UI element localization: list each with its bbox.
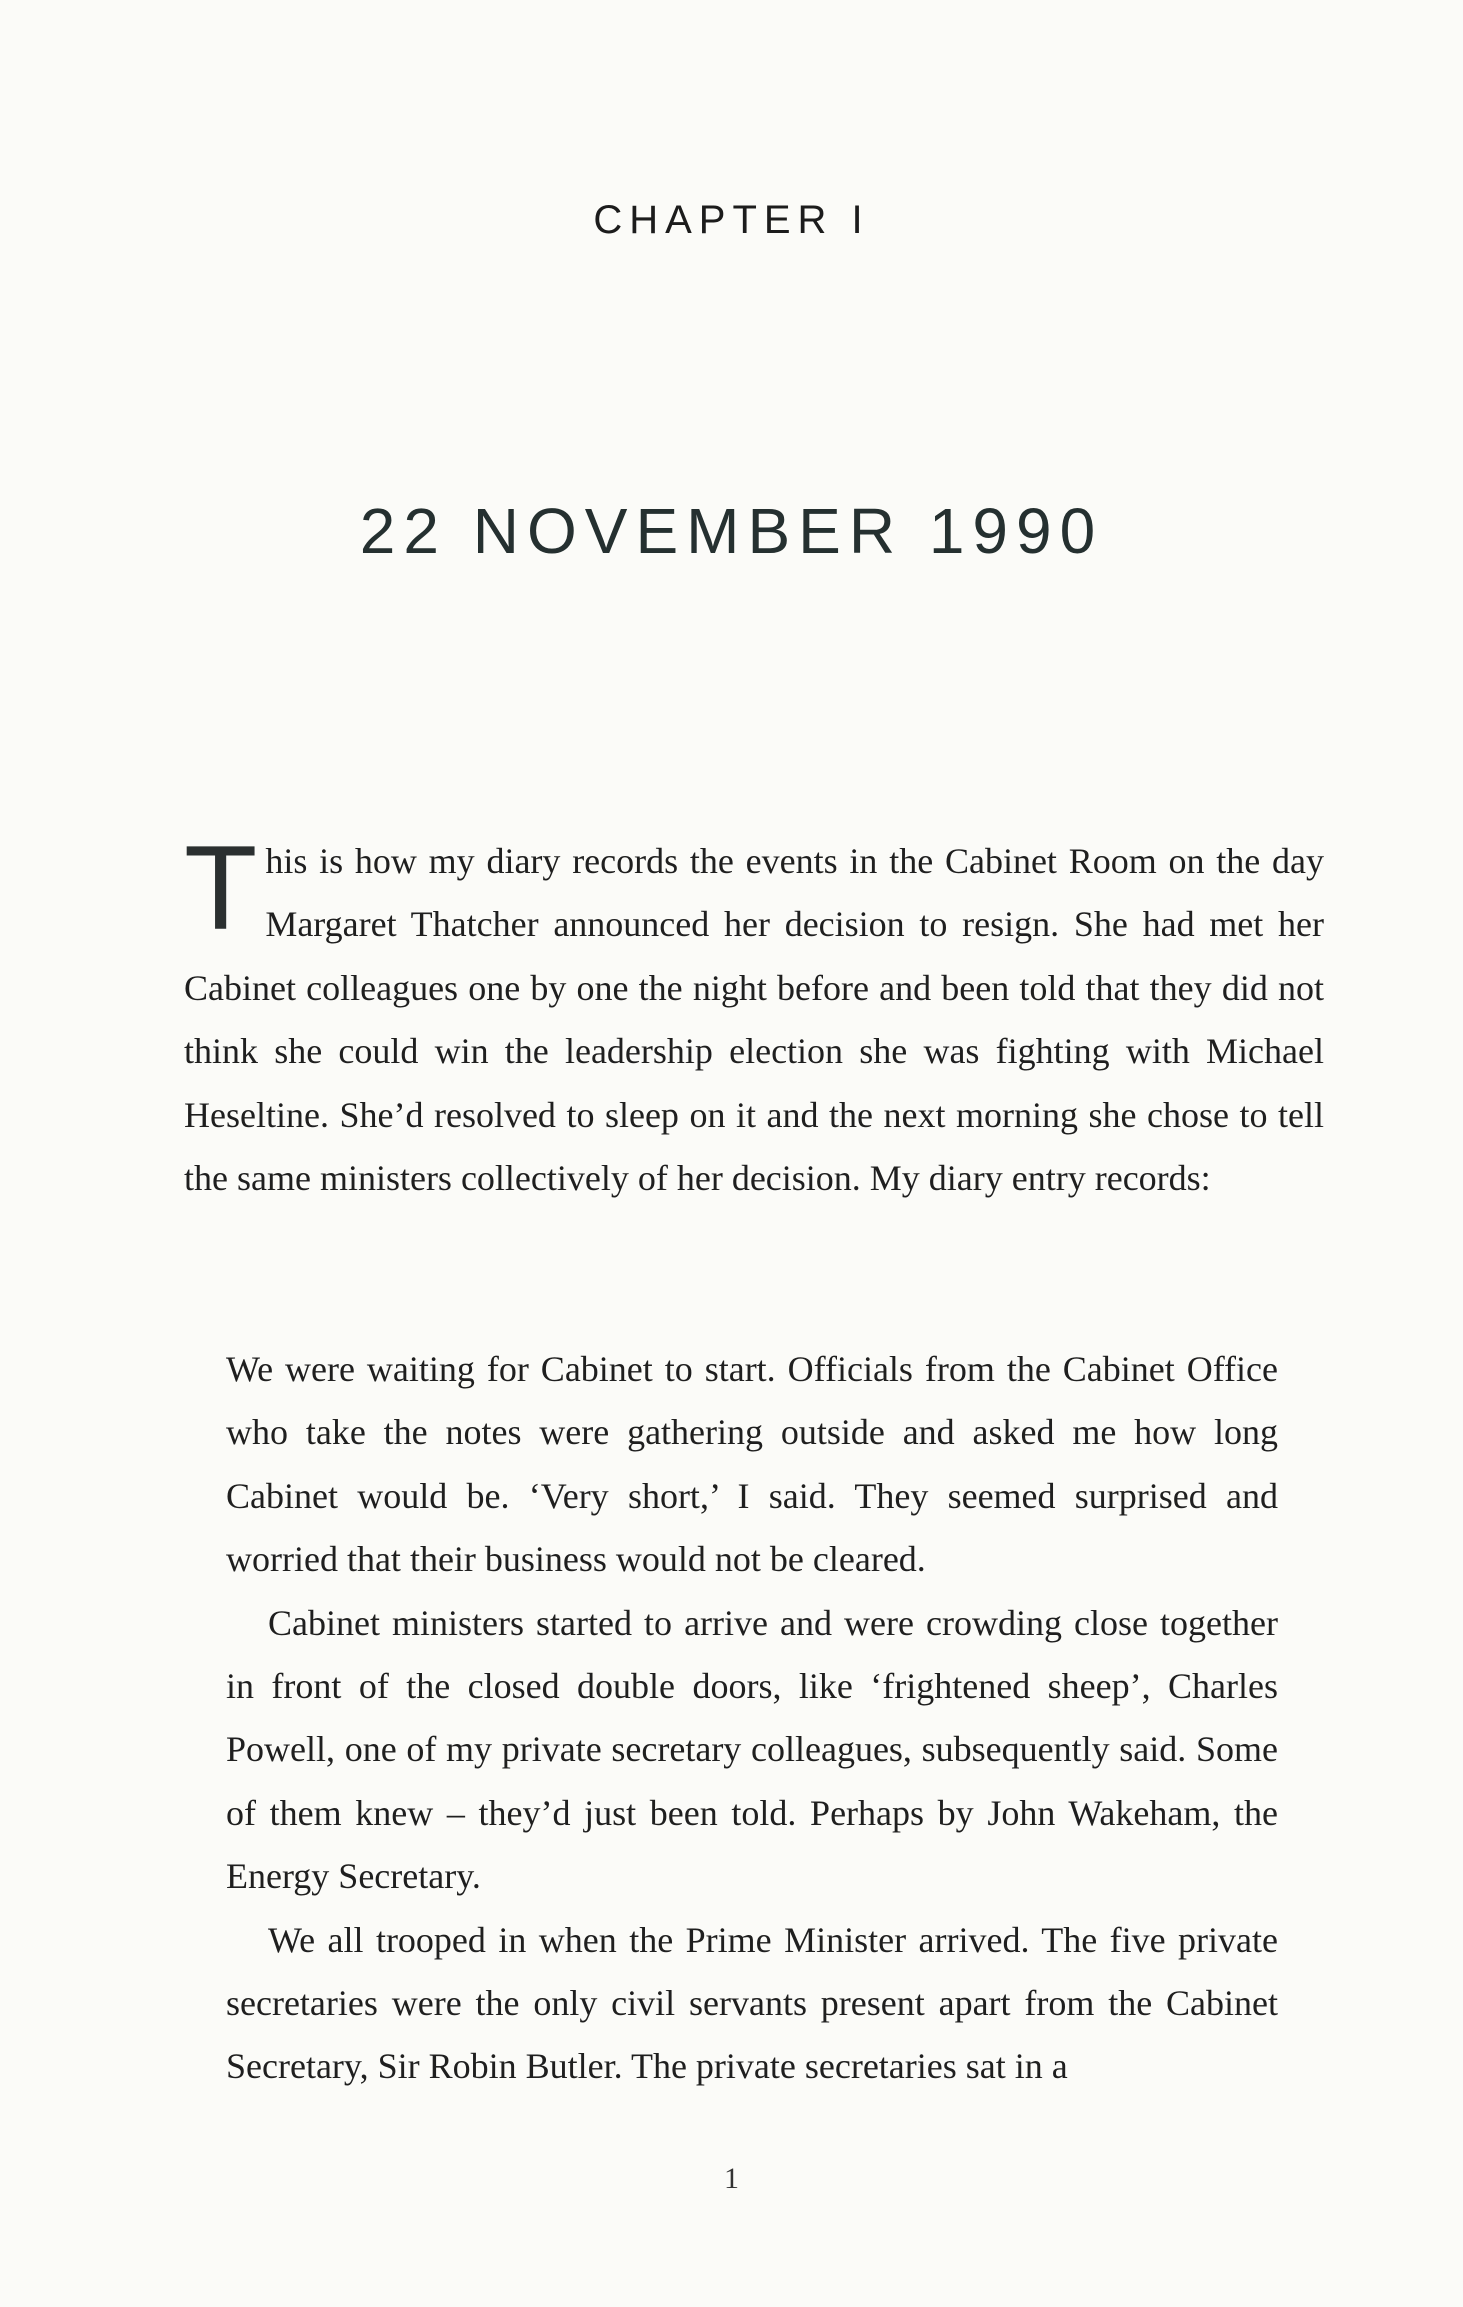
diary-paragraph-1: We were waiting for Cabinet to start. Officials from the Cabinet Office who take the notes were gathering outside and asked me how long Cabinet would be. ‘Very short,’ I said. They seemed surprised and worried that their business would not be cleared. [226, 1349, 1278, 1580]
diary-extract [226, 1338, 1278, 2099]
chapter-title: 22 NOVEMBER 1990 [359, 495, 1104, 567]
intro-text: his is how my diary records the events in the Cabinet Room on the day Margaret Thatcher announced her decision to resign. She had met her Cabinet colleagues one by one the night before and been told that they did not think she could win the leadership election she was fighting with Michael Heseltine. She’d resolved to sleep on it and the next morning she chose to tell the same ministers collectively of her decision. My diary entry records: [184, 841, 1324, 1199]
diary-paragraph-2: Cabinet ministers started to arrive and were crowding close together in front of the closed double doors, like ‘frightened sheep’, Charles Powell, one of my private secretary colleagues, subsequently said. Some of them knew – they’d just been told. Perhaps by John Wakeham, the Energy Secretary. [226, 1602, 1278, 1897]
chapter-label: CHAPTER I [593, 198, 870, 242]
page-number: 1 [724, 2162, 739, 2195]
diary-paragraph-3: We all trooped in when the Prime Minister arrived. The five private secretaries were the only civil servants present apart from the Cabinet Secretary, Sir Robin Butler. The private secretaries sat in a [226, 1919, 1278, 2087]
intro-paragraph [184, 821, 1324, 1210]
drop-cap: T [184, 821, 258, 955]
